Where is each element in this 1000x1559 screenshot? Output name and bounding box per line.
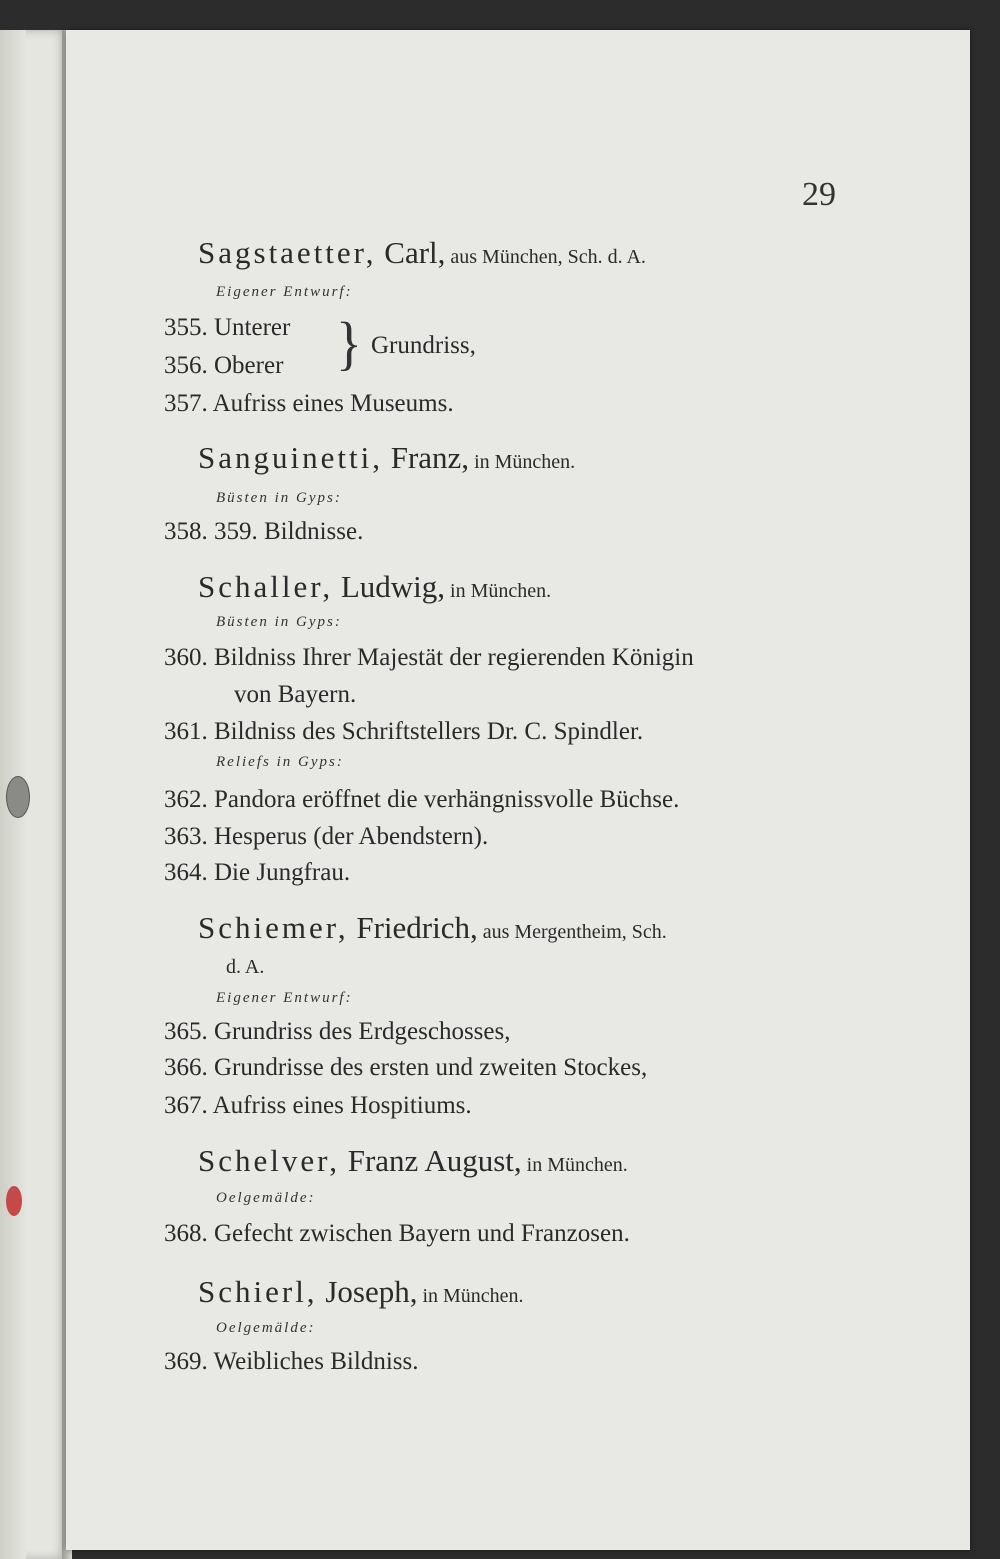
catalog-entry: 360. Bildniss Ihrer Majestät der regierenden Königin	[164, 644, 694, 671]
catalog-entry: 357. Aufriss eines Museums.	[164, 390, 454, 417]
section-label: Eigener Entwurf:	[216, 990, 353, 1006]
brace-symbol: }	[336, 310, 362, 376]
artist-heading-schiemer: Schiemer, Friedrich, aus Mergentheim, Sch.	[198, 910, 667, 945]
book-page	[66, 30, 970, 1550]
catalog-entry: 367. Aufriss eines Hospitiums.	[164, 1092, 472, 1119]
section-label: Oelgemälde:	[216, 1320, 316, 1336]
section-label: Büsten in Gyps:	[216, 614, 342, 630]
page-clip	[6, 776, 30, 818]
artist-affiliation: d. A.	[226, 956, 265, 978]
section-label: Oelgemälde:	[216, 1190, 316, 1206]
artist-heading-schierl: Schierl, Joseph, in München.	[198, 1274, 524, 1309]
catalog-entry: 356. Oberer	[164, 352, 284, 379]
section-label: Reliefs in Gyps:	[216, 754, 344, 770]
catalog-entry: 355. Unterer	[164, 314, 291, 341]
artist-heading-sagstaetter: Sagstaetter, Carl, aus München, Sch. d. A.	[198, 235, 646, 270]
artist-heading-sanguinetti: Sanguinetti, Franz, in München.	[198, 440, 576, 475]
catalog-entry: 361. Bildniss des Schriftstellers Dr. C. Spindler.	[164, 718, 644, 745]
page-number: 29	[802, 176, 836, 213]
catalog-entry: 366. Grundrisse des ersten und zweiten Stockes,	[164, 1054, 648, 1081]
catalog-entry: 362. Pandora eröffnet die verhängnissvolle Büchse.	[164, 786, 680, 813]
red-marker	[6, 1186, 22, 1216]
artist-heading-schaller: Schaller, Ludwig, in München.	[198, 569, 552, 604]
catalog-entry: 363. Hesperus (der Abendstern).	[164, 823, 489, 850]
artist-heading-schelver: Schelver, Franz August, in München.	[198, 1143, 628, 1178]
section-label: Eigener Entwurf:	[216, 284, 353, 300]
catalog-entry: 369. Weibliches Bildniss.	[164, 1348, 419, 1375]
catalog-entry: 364. Die Jungfrau.	[164, 859, 351, 886]
catalog-entry: 365. Grundriss des Erdgeschosses,	[164, 1018, 511, 1045]
catalog-entry: 368. Gefecht zwischen Bayern und Franzosen.	[164, 1220, 630, 1247]
catalog-entry: 358. 359. Bildnisse.	[164, 518, 364, 545]
section-label: Büsten in Gyps:	[216, 490, 342, 506]
catalog-entry-group-label: Grundriss,	[371, 332, 476, 359]
catalog-entry-continued: von Bayern.	[234, 681, 357, 708]
